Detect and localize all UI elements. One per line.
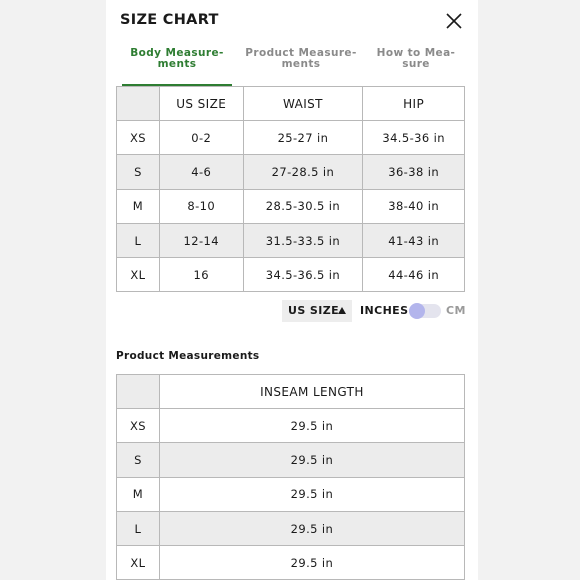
table-cell: 36-38 in	[363, 155, 465, 189]
header-cell	[117, 375, 160, 409]
us-size-label: US SIZE	[288, 304, 339, 317]
body-measurements-table	[116, 86, 465, 292]
table-cell: 27-28.5 in	[243, 155, 363, 189]
product-measurements-table	[116, 374, 465, 580]
size-cell: M	[117, 189, 160, 223]
table-cell: 12-14	[159, 223, 243, 257]
table-cell: 16	[159, 258, 243, 292]
table-cell: 0-2	[159, 121, 243, 155]
table-row	[117, 443, 465, 477]
size-cell: XS	[117, 121, 160, 155]
tab-label-line2: sure	[402, 58, 430, 70]
table-cell: 29.5 in	[159, 511, 464, 545]
table-cell: 38-40 in	[363, 189, 465, 223]
tab-label-line2: ments	[157, 58, 197, 70]
size-cell: L	[117, 223, 160, 257]
tab-label-line1: Body Measure-	[130, 47, 224, 59]
header-cell: WAIST	[243, 87, 363, 121]
table-cell: 31.5-33.5 in	[243, 223, 363, 257]
triangle-up-icon	[338, 307, 346, 314]
toggle-knob	[409, 303, 425, 319]
table-row	[117, 258, 465, 292]
tab-label-line2: ments	[281, 58, 321, 70]
table-row	[117, 121, 465, 155]
inches-label: INCHES	[360, 304, 409, 317]
table-cell: 4-6	[159, 155, 243, 189]
close-icon[interactable]	[443, 10, 465, 32]
table-row	[117, 223, 465, 257]
size-cell: XL	[117, 258, 160, 292]
table-row	[117, 189, 465, 223]
us-size-sort-button[interactable]	[282, 300, 352, 322]
size-cell: L	[117, 511, 160, 545]
size-cell: XL	[117, 546, 160, 580]
table-cell: 28.5-30.5 in	[243, 189, 363, 223]
tab-label-line1: How to Mea-	[376, 47, 456, 59]
size-cell: S	[117, 443, 160, 477]
table-cell: 29.5 in	[159, 477, 464, 511]
size-chart-modal	[106, 0, 478, 580]
size-cell: S	[117, 155, 160, 189]
tab-bar	[116, 48, 468, 86]
table-cell: 29.5 in	[159, 546, 464, 580]
table-cell: 8-10	[159, 189, 243, 223]
table-cell: 29.5 in	[159, 443, 464, 477]
tab-how-to-measure[interactable]	[370, 48, 462, 86]
header-cell: INSEAM LENGTH	[159, 375, 464, 409]
table-row	[117, 155, 465, 189]
table-cell: 25-27 in	[243, 121, 363, 155]
table-cell: 41-43 in	[363, 223, 465, 257]
product-measurements-heading: Product Measurements	[116, 350, 260, 362]
header-cell	[117, 87, 160, 121]
size-cell: XS	[117, 409, 160, 443]
tab-body-measurements[interactable]	[122, 48, 232, 86]
tab-label-line1: Product Measure-	[245, 47, 357, 59]
table-header-row	[117, 375, 465, 409]
header-cell: HIP	[363, 87, 465, 121]
cm-label: CM	[446, 304, 466, 317]
table-cell: 34.5-36 in	[363, 121, 465, 155]
modal-title: SIZE CHART	[120, 12, 219, 28]
table-cell: 44-46 in	[363, 258, 465, 292]
table-header-row	[117, 87, 465, 121]
table-row	[117, 546, 465, 580]
tab-product-measurements[interactable]	[244, 48, 358, 86]
unit-toggle[interactable]	[409, 304, 441, 318]
table-row	[117, 409, 465, 443]
header-cell: US SIZE	[159, 87, 243, 121]
table-row	[117, 511, 465, 545]
table-row	[117, 477, 465, 511]
table-cell: 34.5-36.5 in	[243, 258, 363, 292]
size-cell: M	[117, 477, 160, 511]
table-cell: 29.5 in	[159, 409, 464, 443]
